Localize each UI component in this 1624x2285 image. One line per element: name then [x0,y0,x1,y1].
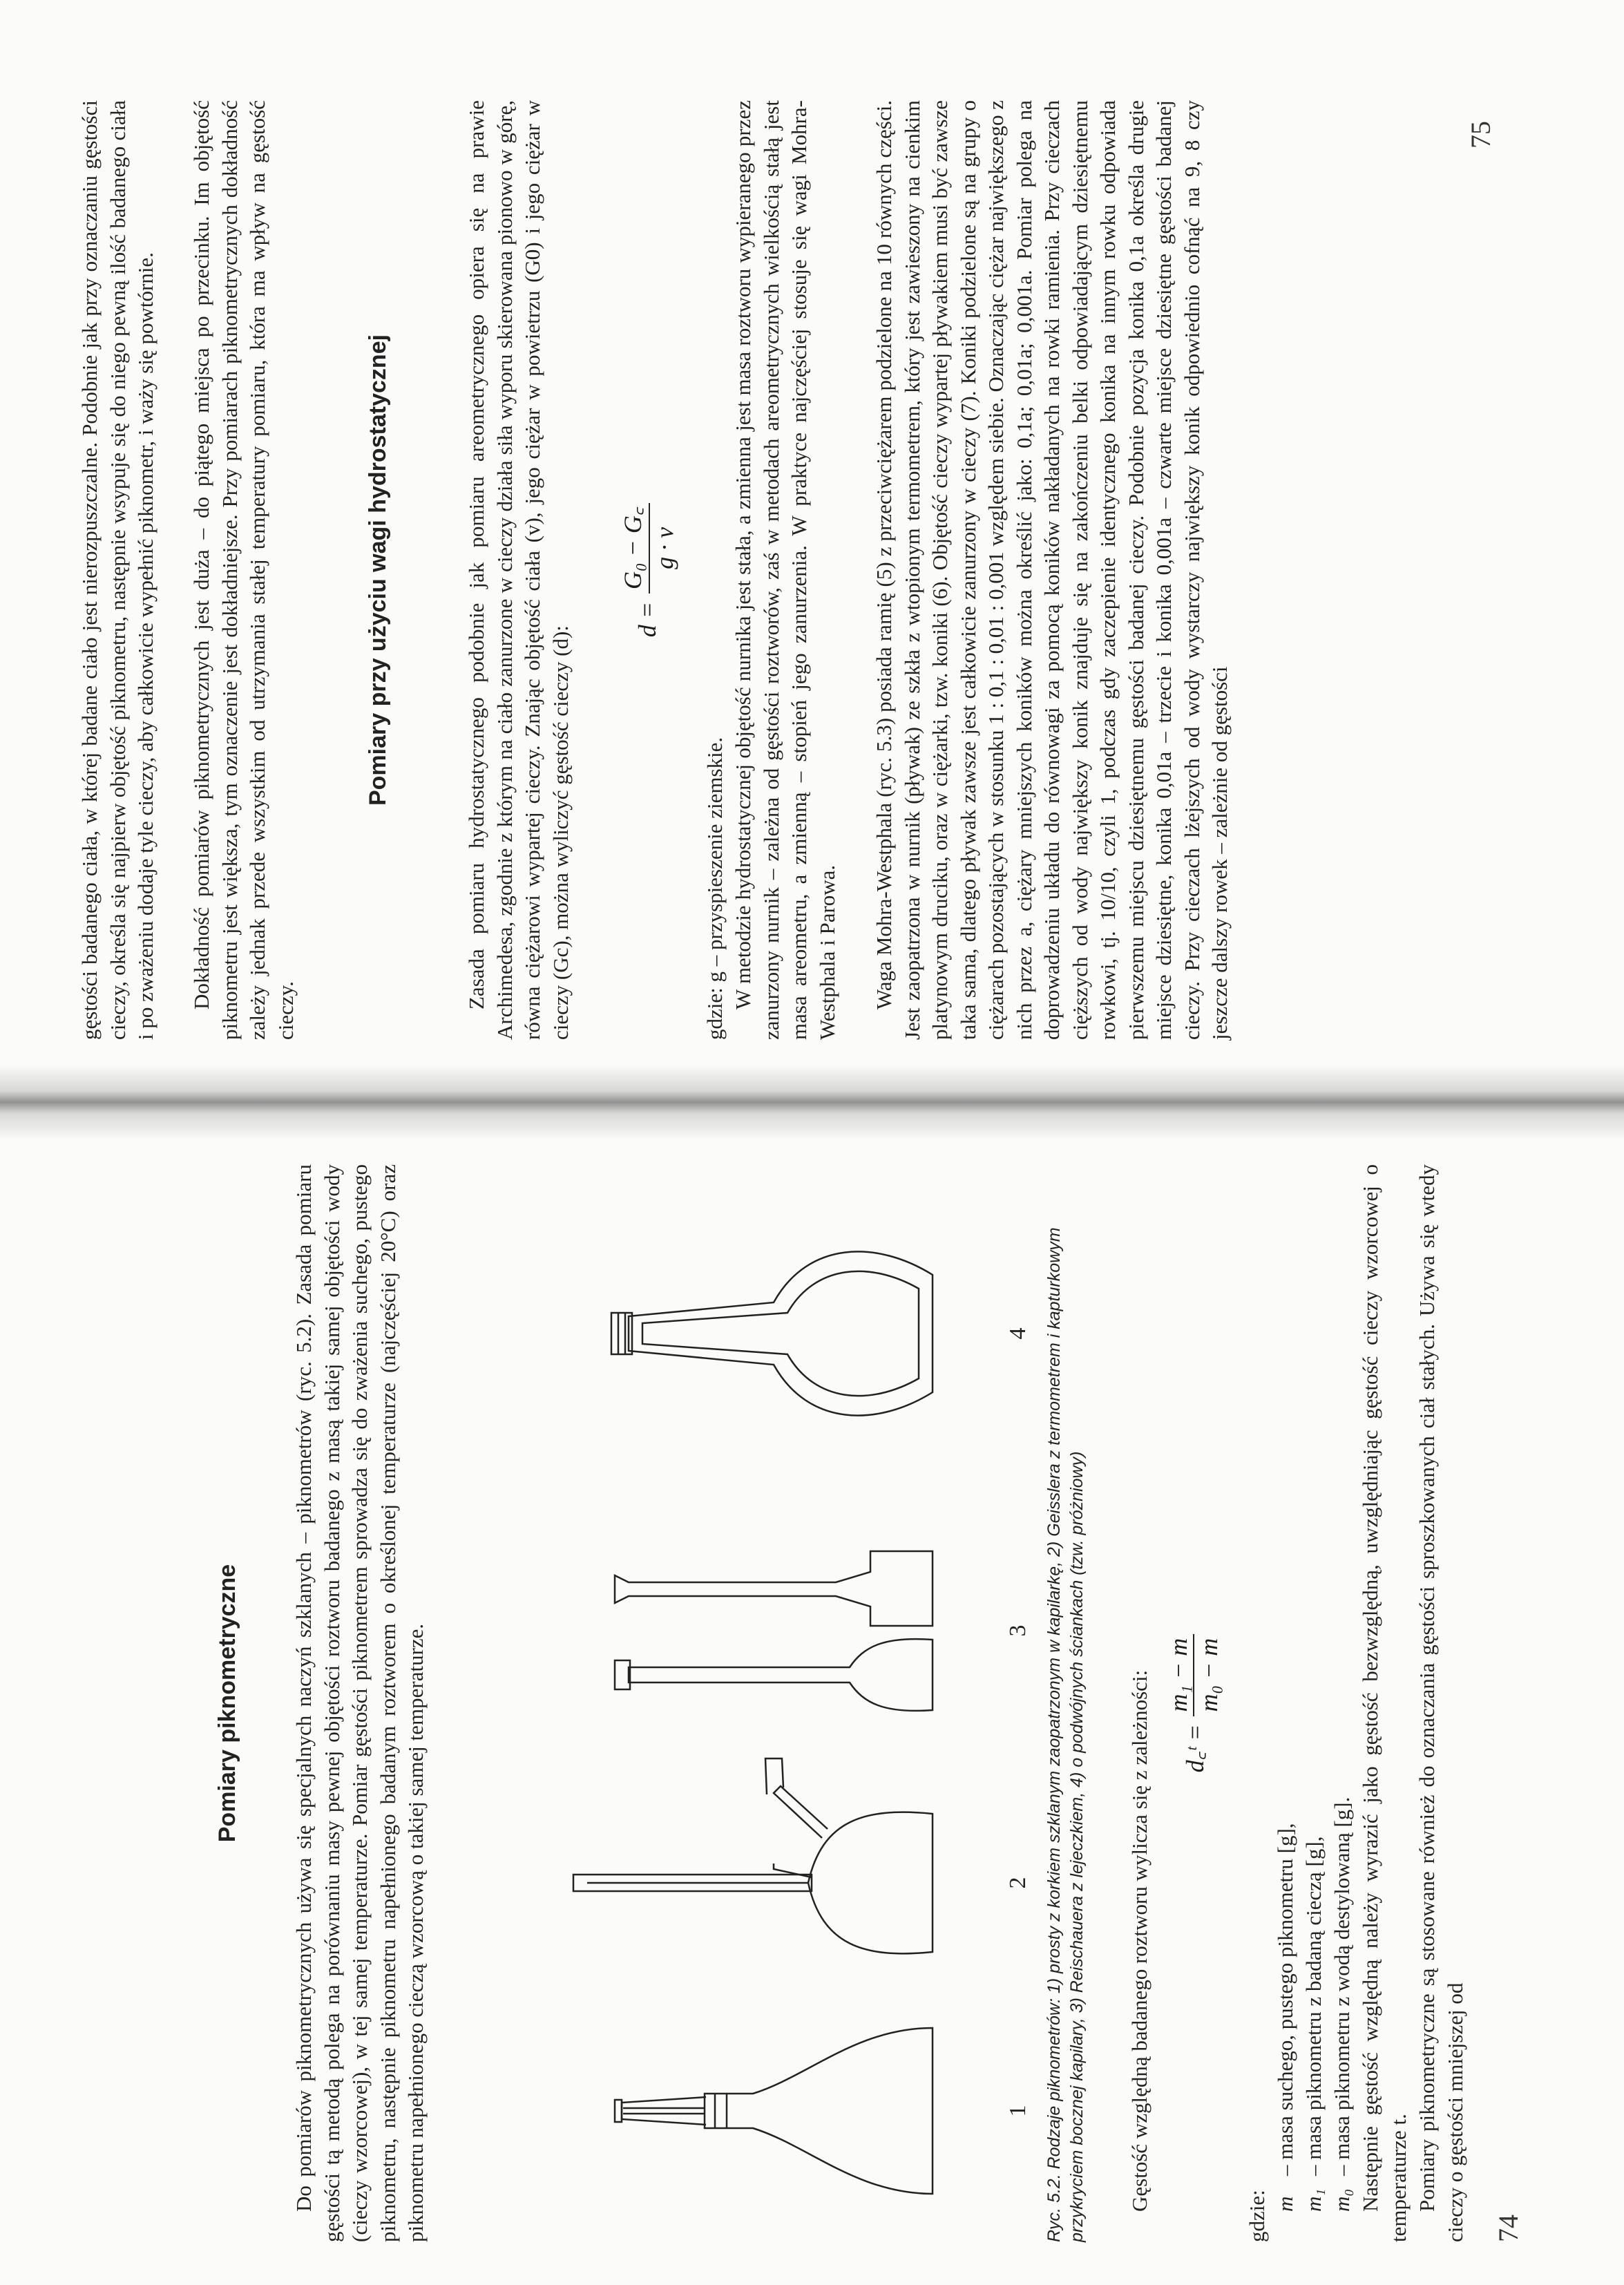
section-heading-pycnometric: Pomiary piknometryczne [214,1564,240,1843]
definition-symbol: m [1273,2196,1297,2212]
relative-density-paragraph: Gęstość względną badanego roztworu wylicza się z zależności: [1127,1669,1152,2212]
formula-fraction [1164,1634,1223,1716]
figure-number-3: 3 [1005,1624,1031,1637]
where-label: gdzie: [1245,2190,1269,2242]
figure-number-4: 4 [1005,1327,1031,1340]
continuation-paragraph: gęstości badanego ciała, w której badane ciało jest nierozpuszczalne. Podobnie jak przy oznaczaniu gęstości cieczy, określa się najpierw objętość piknometru, następnie wsypuje się do niego pewną ilość badanego ciała i po zważeniu dodaje tyle cieczy, aby całkowicie wypełnić piknometr, i waży się powtórnie. [77,100,157,1040]
figure-caption: Ryc. 5.2. Rodzaje piknometrów: 1) prosty z korkiem szklanym zaopatrzonym w kapilarkę, 2) Geisslera z termometrem i kapturkowym przykryciem bocznej kapilary, 3) Reischauera z lejeczkiem, 4) o podwójnych ściankach (tzw. próżniowy) [1044,1227,1087,2242]
section-heading-hydrostatic: Pomiary przy użyciu wagi hydrostatycznej [365,334,391,806]
principle-paragraph: Zasada pomiaru hydrostatycznego podobnie jak pomiaru areometrycznego opiera się na prawie Archimedesa, zgodnie z którym na ciało zanurzone w cieczy działa siła wyporu skierowana pionowo w górę, równa ciężarowi wypartej cieczy. Znając objętość ciała (v), jego ciężar w powietrzu (G0) i jego ciężar w cieczy (Gc), można wyliczyć gęstość cieczy (d): [464,100,573,1040]
method-paragraph: W metodzie hydrostatycznej objętość nurnika jest stała, a zmienna jest masa roztworu wypieranego przez zanurzony nurnik – zależna od gęstości roztworów, zaś w metodach areometrycznych wielkością stałą jest masa areometru, a zmienną – stopień jego zanurzenia. W praktyce najczęściej stosuje się wagi Mohra-Westphala i Parowa. [731,100,839,1040]
gravity-definition: gdzie: g – przyspieszenie ziemskie. [703,737,727,1040]
accuracy-paragraph: Dokładność pomiarów piknometrycznych jest duża – do piątego miejsca po przecinku. Im objętość piknometru jest większa, tym oznaczenie jest dokładniejsze. Przy pomiarach piknometrycznych dokładność zależy jednak przede wszystkim od utrzymania stałej temperatury pomiaru, która ma wpływ na gęstość cieczy. [189,100,298,1040]
definition-item [1300,1837,1328,2212]
formula-lhs: d = [633,601,661,638]
page-74 [76,1164,1540,2242]
definition-symbol: m₀ [1330,2188,1354,2212]
definition-symbol: m₁ [1301,2188,1326,2212]
relative-density-formula [1164,1164,1223,2242]
definition-text: – masa piknometru z badaną cieczą [g], [1301,1836,1326,2176]
figure-number-2: 2 [1005,1877,1031,1889]
balance-paragraph: Waga Mohra-Westphala (ryc. 5.3) posiada ramię (5) z przeciwciężarem podzielone na 10 równych części. Jest zaopatrzona w nurnik (pływak) ze szkła z wtopionym termometrem, który jest zawieszony na cienkim platynowym druciku, oraz w ciężarki, tzw. koniki (6). Objętość cieczy wypartej pływakiem musi być zawsze taka sama, dlatego pływak zawsze jest całkowicie zanurzony w cieczy (7). Koniki podzielone są na grupy o ciężarach pozostających w stosunku 1 : 0,1 : 0,01 : 0,001 względem siebie. Oznaczając ciężar największego z nich przez a, ciężary mniejszych koników można określić jako: 0,1a; 0,01a; 0,001a. Pomiar polega na doprowadzeniu układu do równowagi za pomocą koników nakładanych na rowki ramienia. Przy cieczach cięższych od wody największy konik znajduje się na zakończeniu belki odpowiadającym dziesiętnemu rowkowi, tj. 10/10, czyli 1, podczas gdy zaczepienie identycznego konika na innym rowku odpowiada pierwszemu miejscu dziesiętnemu gęstości badanej cieczy. Podobnie pozycja konika 0,1a określa drugie miejsce dziesiętne, konika 0,01a – trzecie i konika 0,001a – czwarte miejsce dziesiętne gęstości badanej cieczy. Przy cieczach lżejszych od wody wystarczy największy konik odpowiednio cofnąć na 9, 8 czy jeszcze dalszy rowek – zależnie od gęstości [872,99,1232,1040]
book-gutter-shadow [0,1064,1624,1140]
pycnometer-geissler-drawing [573,1758,933,1953]
definition-text: – masa suchego, pustego piknometru [g], [1273,1823,1297,2176]
formula-fraction [615,503,679,594]
pycnometer-simple-drawing [615,2028,933,2194]
figure-number-1: 1 [1005,2105,1031,2117]
pycnometer-reischauer-drawing [615,1551,933,1711]
absolute-density-paragraph: Następnie gęstość względną należy wyrazić jako gęstość bezwzględną, uwzględniając gęstość cieczy wzorcowej o temperaturze t. [1358,1164,1411,2242]
formula-numerator: G₀ − G꜀ [615,503,650,594]
page-75 [76,100,1540,1040]
pycnometer-vacuum-drawing [611,1251,933,1415]
formula-lhs: d꜀ᵗ = [1181,1724,1209,1773]
definition-text: – masa piknometru z wodą destylowaną [g]. [1330,1796,1354,2176]
formula-denominator: g · v [651,527,678,569]
page-number: 75 [1465,121,1496,149]
definition-item [1328,1797,1357,2212]
definition-item [1272,1823,1300,2212]
page-number: 74 [1493,2215,1524,2242]
intro-paragraph: Do pomiarów piknometrycznych używa się specjalnych naczyń szklanych – piknometrów (ryc. 5.2). Zasada pomiaru gęstości tą metodą polega na porównaniu masy pewnej objętości roztworu badanego z masą takiej samej objętości wody (cieczy wzorcowej), w tej samej temperaturze. Pomiar gęstości piknometrem sprowadza się do zważenia suchego, pustego piknometru, następnie piknometru napełnionego badanym roztworem o określonej temperaturze (najczęściej 20°C) oraz piknometru napełnionego cieczą wzorcową o takiej samej temperaturze. [292,1164,428,2242]
formula-denominator: m₀ − m [1195,1638,1223,1712]
formula-numerator: m₁ − m [1164,1634,1194,1716]
pycnometer-figure [546,1164,1002,2242]
solids-paragraph: Pomiary piknometryczne są stosowane również do oznaczania gęstości sproszkowanych ciał stałych. Używa się wtedy cieczy o gęstości mniejszej od [1415,1164,1467,2242]
hydrostatic-density-formula [615,100,679,1040]
